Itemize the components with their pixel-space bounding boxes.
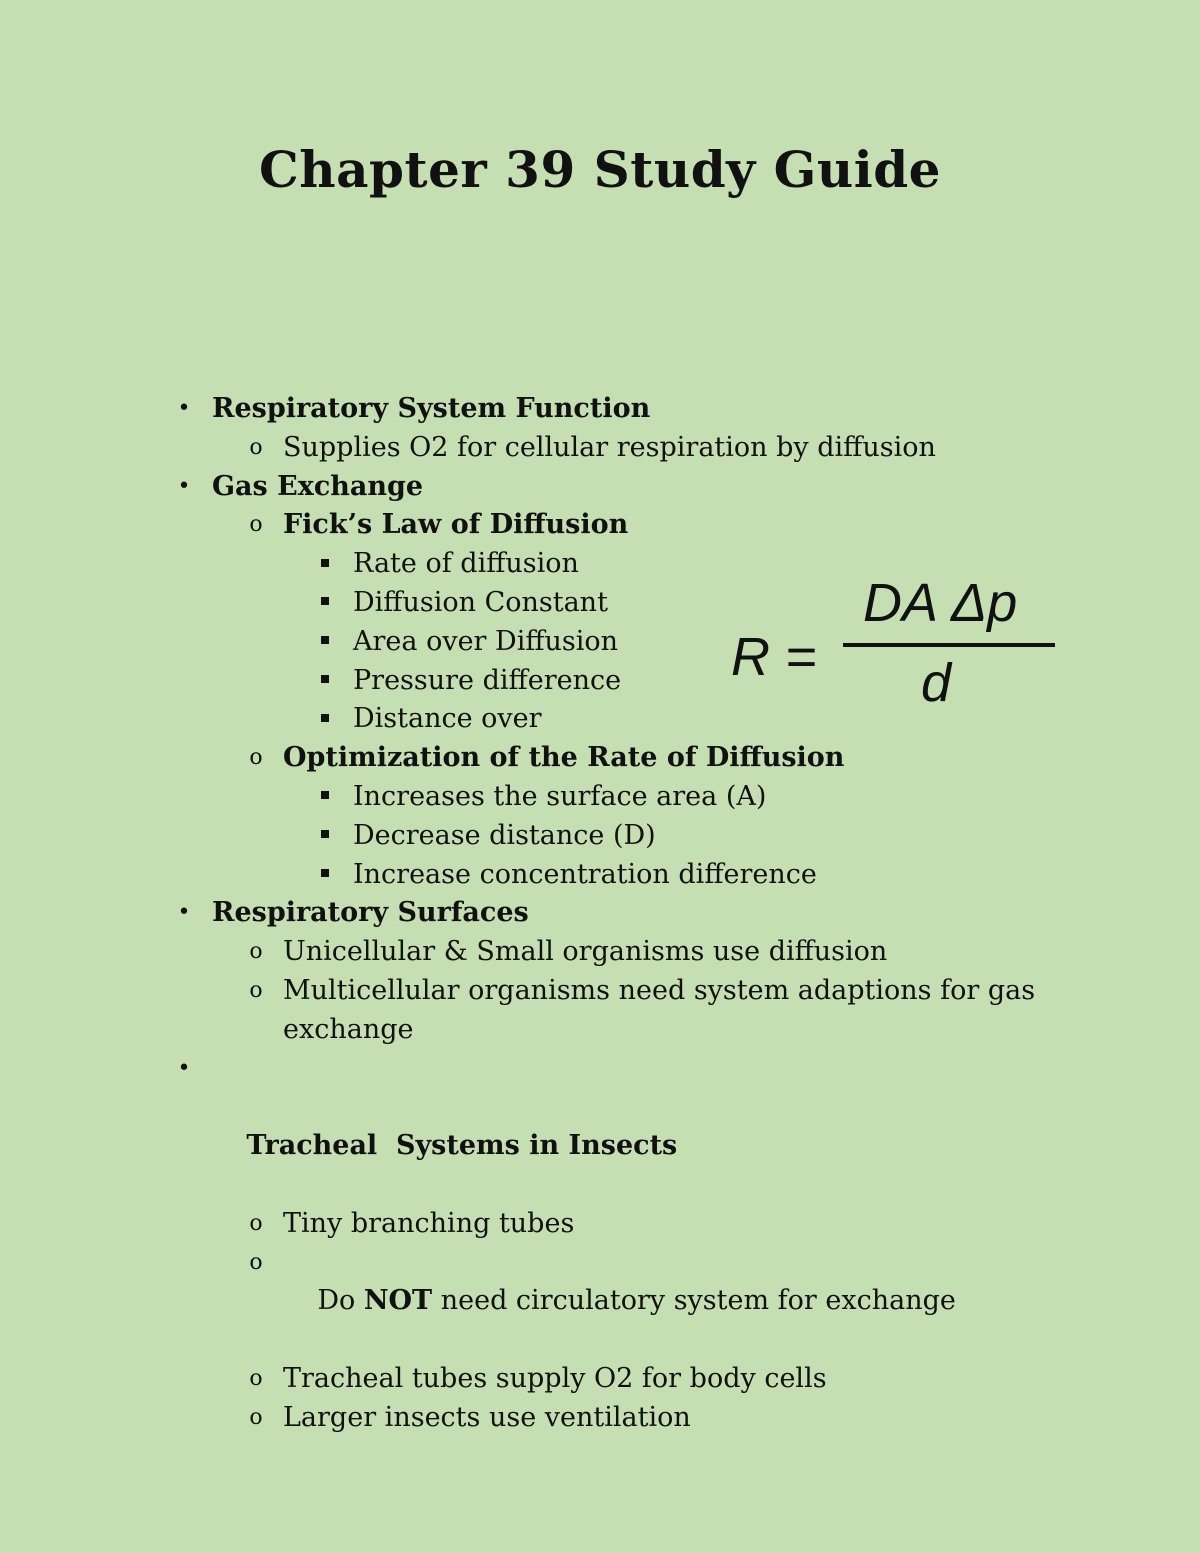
list-item: Supplies O2 for cellular respiration by diffusion: [283, 431, 936, 463]
outline-item: [0, 817, 1120, 856]
section-heading: Respiratory Surfaces: [212, 897, 529, 929]
circle-marker: o: [249, 977, 263, 1003]
bullet-marker: •: [177, 1055, 191, 1081]
list-item-text-start: Do: [317, 1285, 364, 1317]
outline-item: [0, 1205, 1120, 1244]
fraction-bar: [843, 643, 1055, 647]
square-marker: [314, 778, 336, 817]
square-marker: [314, 662, 336, 701]
circle-marker: o: [249, 1249, 263, 1275]
outline-list: [0, 390, 1120, 1438]
outline-item: [0, 933, 1120, 972]
list-item: Decrease distance (D): [353, 819, 656, 851]
emphasis-not: NOT: [363, 1285, 433, 1317]
bullet-marker: •: [177, 396, 191, 421]
section-heading: Gas Exchange: [212, 470, 424, 502]
square-marker: [314, 623, 336, 662]
list-item: Multicellular organisms need system adaptions for gas exchange: [283, 974, 1036, 1045]
outline-item: [0, 468, 1120, 507]
outline-item: [0, 1360, 1120, 1399]
bullet-marker: •: [177, 900, 191, 926]
list-item-text-end: need circulatory system for exchange: [432, 1285, 956, 1317]
circle-marker: o: [249, 434, 263, 460]
formula-numerator: DA Δp: [863, 573, 1018, 633]
square-marker: [314, 584, 336, 623]
list-item: Tiny branching tubes: [283, 1207, 575, 1239]
outline-item: [0, 1244, 1120, 1360]
bullet-marker: •: [177, 473, 191, 499]
square-marker: [314, 817, 336, 856]
outline-item: [0, 1399, 1120, 1438]
outline-item: [0, 739, 1120, 778]
circle-marker: o: [249, 512, 263, 538]
list-item: Larger insects use ventilation: [283, 1401, 691, 1433]
outline-item: [0, 429, 1120, 468]
square-marker: [314, 700, 336, 739]
outline-item: [0, 894, 1120, 933]
outline-item: [0, 856, 1120, 895]
formula-lhs: R =: [731, 627, 817, 687]
formula-denominator: d: [921, 653, 952, 713]
outline-item: [0, 972, 1120, 1050]
subsection-heading: Optimization of the Rate of Diffusion: [283, 742, 845, 774]
list-item: Rate of diffusion: [353, 548, 579, 580]
circle-marker: o: [249, 1365, 263, 1391]
list-item: Unicellular & Small organisms use diffusion: [283, 936, 888, 968]
square-marker: [314, 856, 336, 895]
circle-marker: o: [249, 745, 263, 771]
subsection-heading: Fick’s Law of Diffusion: [283, 509, 629, 541]
ficks-law-formula: [725, 565, 1065, 715]
section-heading: Respiratory System Function: [212, 393, 651, 424]
circle-marker: o: [249, 939, 263, 965]
circle-marker: o: [249, 1404, 263, 1430]
list-item: Distance over: [353, 703, 542, 735]
outline-item: [0, 506, 1120, 545]
outline-item: [0, 390, 1120, 429]
list-item: Increase concentration difference: [353, 858, 817, 890]
list-item: Diffusion Constant: [353, 586, 608, 618]
outline-item: [0, 1050, 1120, 1205]
outline-item: [0, 778, 1120, 817]
square-marker: [314, 545, 336, 584]
list-item: Tracheal tubes supply O2 for body cells: [283, 1362, 827, 1394]
list-item: Pressure difference: [353, 664, 622, 696]
document-title: Chapter 39 Study Guide: [259, 140, 941, 199]
section-heading: Tracheal Systems in Insects: [246, 1130, 678, 1162]
circle-marker: o: [249, 1210, 263, 1236]
list-item: Increases the surface area (A): [353, 780, 767, 812]
list-item: Area over Diffusion: [353, 625, 619, 657]
